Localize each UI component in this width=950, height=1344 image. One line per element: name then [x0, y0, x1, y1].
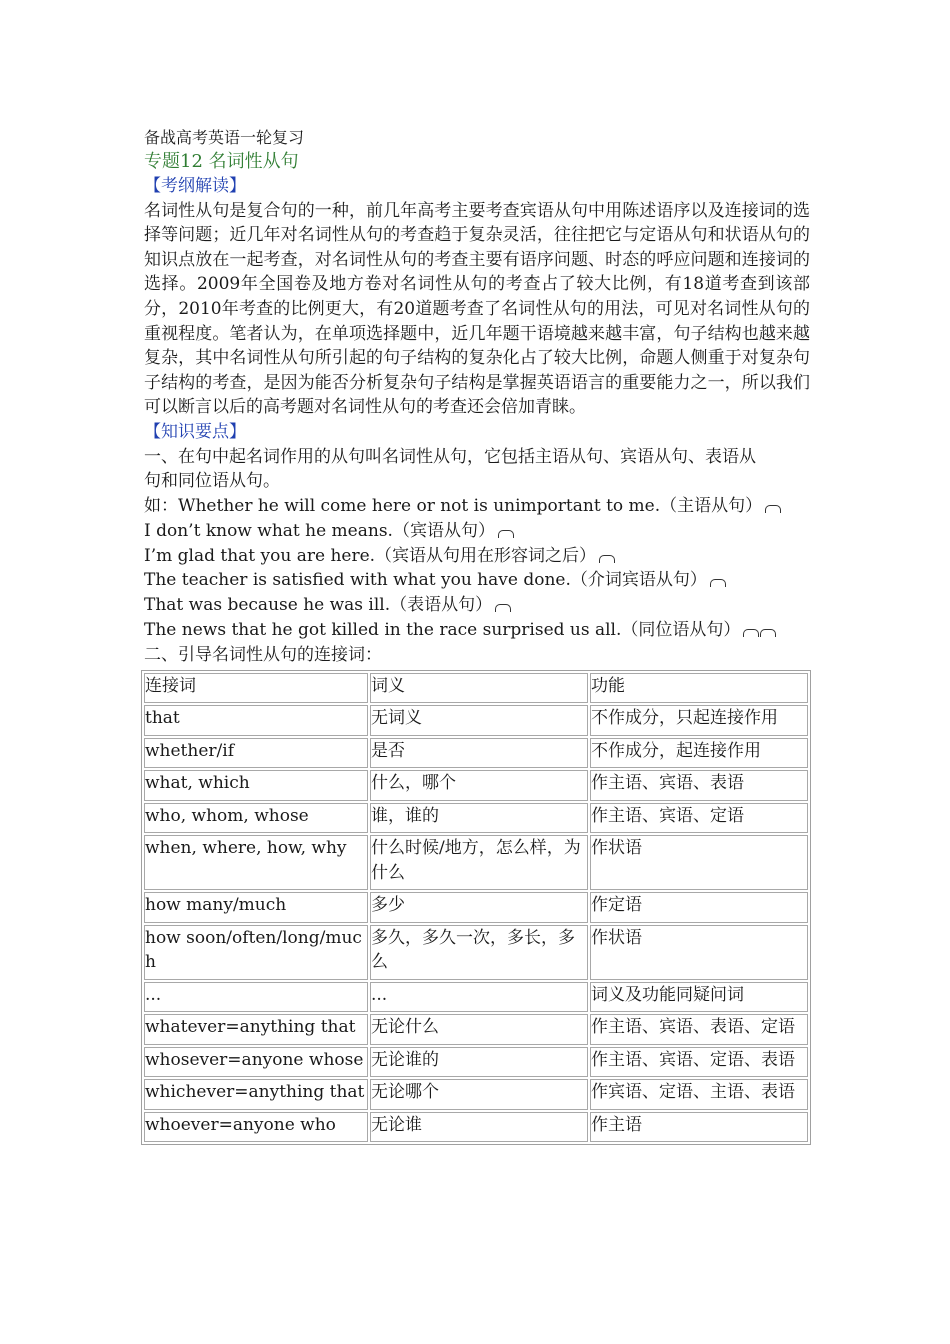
- knowledge-heading: 【知识要点】: [144, 421, 246, 442]
- table-row: [144, 1047, 808, 1078]
- example-line: I’m glad that you are here.（宾语从句用在形容词之后）: [144, 544, 810, 569]
- edit-mark-icon: [743, 629, 759, 637]
- table-header: 词义: [370, 673, 588, 704]
- topic-title: 专题12 名词性从句: [144, 151, 299, 172]
- point1-line1: 一、在句中起名词作用的从句叫名词性从句，它包括主语从句、宾语从句、表语从: [144, 446, 756, 467]
- table-cell: 无论什么: [370, 1014, 588, 1045]
- table-cell: what, which: [144, 770, 368, 801]
- table-cell: whosever=anyone whose: [144, 1047, 368, 1078]
- table-cell: 多少: [370, 892, 588, 923]
- table-cell: ...: [370, 982, 588, 1013]
- table-cell: 无论谁的: [370, 1047, 588, 1078]
- table-cell: that: [144, 705, 368, 736]
- table-cell: 作宾语、定语、主语、表语: [590, 1079, 808, 1110]
- table-cell: 作主语、宾语、表语: [590, 770, 808, 801]
- edit-mark-icon: [599, 555, 615, 563]
- exam-outline-heading: 【考纲解读】: [144, 176, 246, 196]
- edit-mark-icon: [498, 530, 514, 538]
- table-row: [144, 770, 808, 801]
- table-row: [144, 738, 808, 769]
- table-cell: 作主语、宾语、表语、定语: [590, 1014, 808, 1045]
- table-cell: 作主语、宾语、定语: [590, 803, 808, 834]
- table-cell: 谁，谁的: [370, 803, 588, 834]
- example-line: The news that he got killed in the race surprised us all.（同位语从句）: [144, 618, 810, 643]
- example-line: I don’t know what he means.（宾语从句）: [144, 519, 810, 544]
- table-row: [144, 803, 808, 834]
- edit-mark-icon: [765, 505, 781, 513]
- table-cell: 不作成分，只起连接作用: [590, 705, 808, 736]
- table-cell: 什么，哪个: [370, 770, 588, 801]
- table-cell: whether/if: [144, 738, 368, 769]
- table-cell: 词义及功能同疑问词: [590, 982, 808, 1013]
- table-row: [144, 1014, 808, 1045]
- table-cell: ...: [144, 982, 368, 1013]
- edit-mark-icon: [710, 579, 726, 587]
- table-cell: whoever=anyone who: [144, 1112, 368, 1143]
- table-row: [144, 982, 808, 1013]
- table-header: 连接词: [144, 673, 368, 704]
- conjunction-table: [141, 670, 811, 1146]
- table-header-row: [144, 673, 808, 704]
- example-line: That was because he was ill.（表语从句）: [144, 593, 810, 618]
- table-cell: 作状语: [590, 835, 808, 890]
- table-cell: 作定语: [590, 892, 808, 923]
- table-header: 功能: [590, 673, 808, 704]
- table-cell: 作状语: [590, 925, 808, 980]
- exam-outline-paragraph: 名词性从句是复合句的一种，前几年高考主要考查宾语从句中用陈述语序以及连接词的选择等问题；近几年对名词性从句的考查趋于复杂灵活，往往把它与定语从句和状语从句的知识点放在一起考查，对名词性从句的考查主要有语序问题、时态的呼应问题和连接词的选择。2009年全国卷及地方卷对名词性从句的考查占了较大比例，有18道考查到该部分，2010年考查的比例更大，有20道题考查了名词性从句的用法，可见对名词性从句的重视程度。笔者认为，在单项选择题中，近几年题干语境越来越丰富，句子结构也越来越复杂，其中名词性从句所引起的句子结构的复杂化占了较大比例，命题人侧重于对复杂句子结构的考查，是因为能否分析复杂句子结构是掌握英语语言的重要能力之一，所以我们可以断言以后的高考题对名词性从句的考查还会倍加青睐。: [144, 200, 810, 418]
- table-row: [144, 705, 808, 736]
- table-cell: 什么时候/地方，怎么样，为什么: [370, 835, 588, 890]
- table-cell: when, where, how, why: [144, 835, 368, 890]
- table-cell: 多久，多久一次，多长，多么: [370, 925, 588, 980]
- table-cell: how soon/often/long/much: [144, 925, 368, 980]
- edit-mark-icon: [760, 629, 776, 637]
- series-title: 备战高考英语一轮复习: [144, 128, 305, 147]
- table-row: [144, 1079, 808, 1110]
- table-row: [144, 1112, 808, 1143]
- example-line: The teacher is satisfied with what you have done.（介词宾语从句）: [144, 568, 810, 593]
- table-row: [144, 925, 808, 980]
- table-cell: 无词义: [370, 705, 588, 736]
- table-cell: 作主语、宾语、定语、表语: [590, 1047, 808, 1078]
- table-cell: 是否: [370, 738, 588, 769]
- point2-heading: 二、引导名词性从句的连接词：: [144, 645, 382, 666]
- table-cell: 不作成分，起连接作用: [590, 738, 808, 769]
- table-cell: 作主语: [590, 1112, 808, 1143]
- table-row: [144, 835, 808, 890]
- example-line: 如：Whether he will come here or not is unimportant to me.（主语从句）: [144, 494, 810, 519]
- table-cell: whichever=anything that: [144, 1079, 368, 1110]
- table-cell: 无论谁: [370, 1112, 588, 1143]
- point1-line2: 句和同位语从句。: [144, 471, 280, 492]
- table-cell: whatever=anything that: [144, 1014, 368, 1045]
- edit-mark-icon: [495, 604, 511, 612]
- table-cell: 无论哪个: [370, 1079, 588, 1110]
- table-row: [144, 892, 808, 923]
- table-cell: who, whom, whose: [144, 803, 368, 834]
- table-cell: how many/much: [144, 892, 368, 923]
- document-page: [144, 126, 810, 1145]
